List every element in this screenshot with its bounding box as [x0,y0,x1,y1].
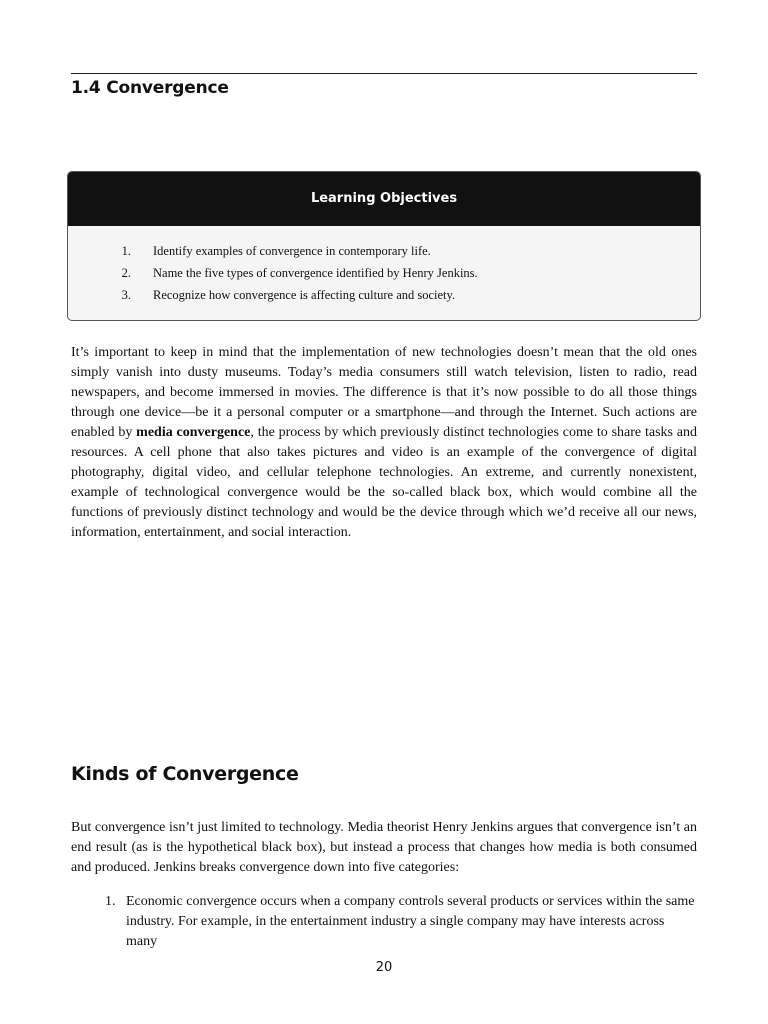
paragraph-text: , the process by which previously distinct technologies come to share tasks and resources. A cell phone that also takes pictures and video is an example of the convergence of digital photography, digital video, and cellular telephone technologies. An extreme, and currently nonexistent, example of technological convergence would be the so-called black box, which would combine all the functions of previously distinct technology and would be the device through which we’d receive all our news, information, entertainment, and social interaction. [71,425,697,540]
list-item [105,892,697,952]
list-item-text: Economic convergence occurs when a company controls several products or services within the same industry. For example, in the entertainment industry a single company may have interests across many [126,894,695,949]
key-term: media convergence [136,425,251,440]
learning-objectives-list [68,226,700,320]
paragraph-text: It’s important to keep in mind that the implementation of new technologies doesn’t mean that the old ones simply vanish into dusty museums. Today’s media consumers still watch television, listen to radio, read newspapers, and become immersed in movies. The difference is that it’s now possible to do all those things through one device—be it a personal computer or a smartphone—and through the Internet. Such actions are enabled by [71,345,697,440]
list-item-text: Identify examples of convergence in contemporary life. [153,244,431,258]
page-number: 20 [375,960,393,975]
top-rule [71,73,697,74]
list-item-number: 1. [105,894,116,909]
list-item [68,284,700,306]
page-content [71,73,697,949]
section-title: 1.4 Convergence [71,78,229,98]
list-item-text: Name the five types of convergence identified by Henry Jenkins. [153,266,478,280]
list-item-number: 3. [121,288,131,302]
list-item [68,262,700,284]
list-item-number: 1. [121,244,131,258]
list-item-number: 2. [121,266,131,280]
list-item [68,240,700,262]
intro-paragraph [71,343,697,543]
learning-objectives-heading: Learning Objectives [68,172,700,226]
kinds-list [105,892,697,952]
learning-objectives-box [67,171,701,321]
kinds-intro-paragraph: But convergence isn’t just limited to technology. Media theorist Henry Jenkins argues that convergence isn’t an end result (as is the hypothetical black box), but instead a process that changes how media is both consumed and produced. Jenkins breaks convergence down into five categories: [71,820,697,875]
list-item-text: Recognize how convergence is affecting culture and society. [153,288,456,302]
kinds-heading: Kinds of Convergence [71,763,299,785]
